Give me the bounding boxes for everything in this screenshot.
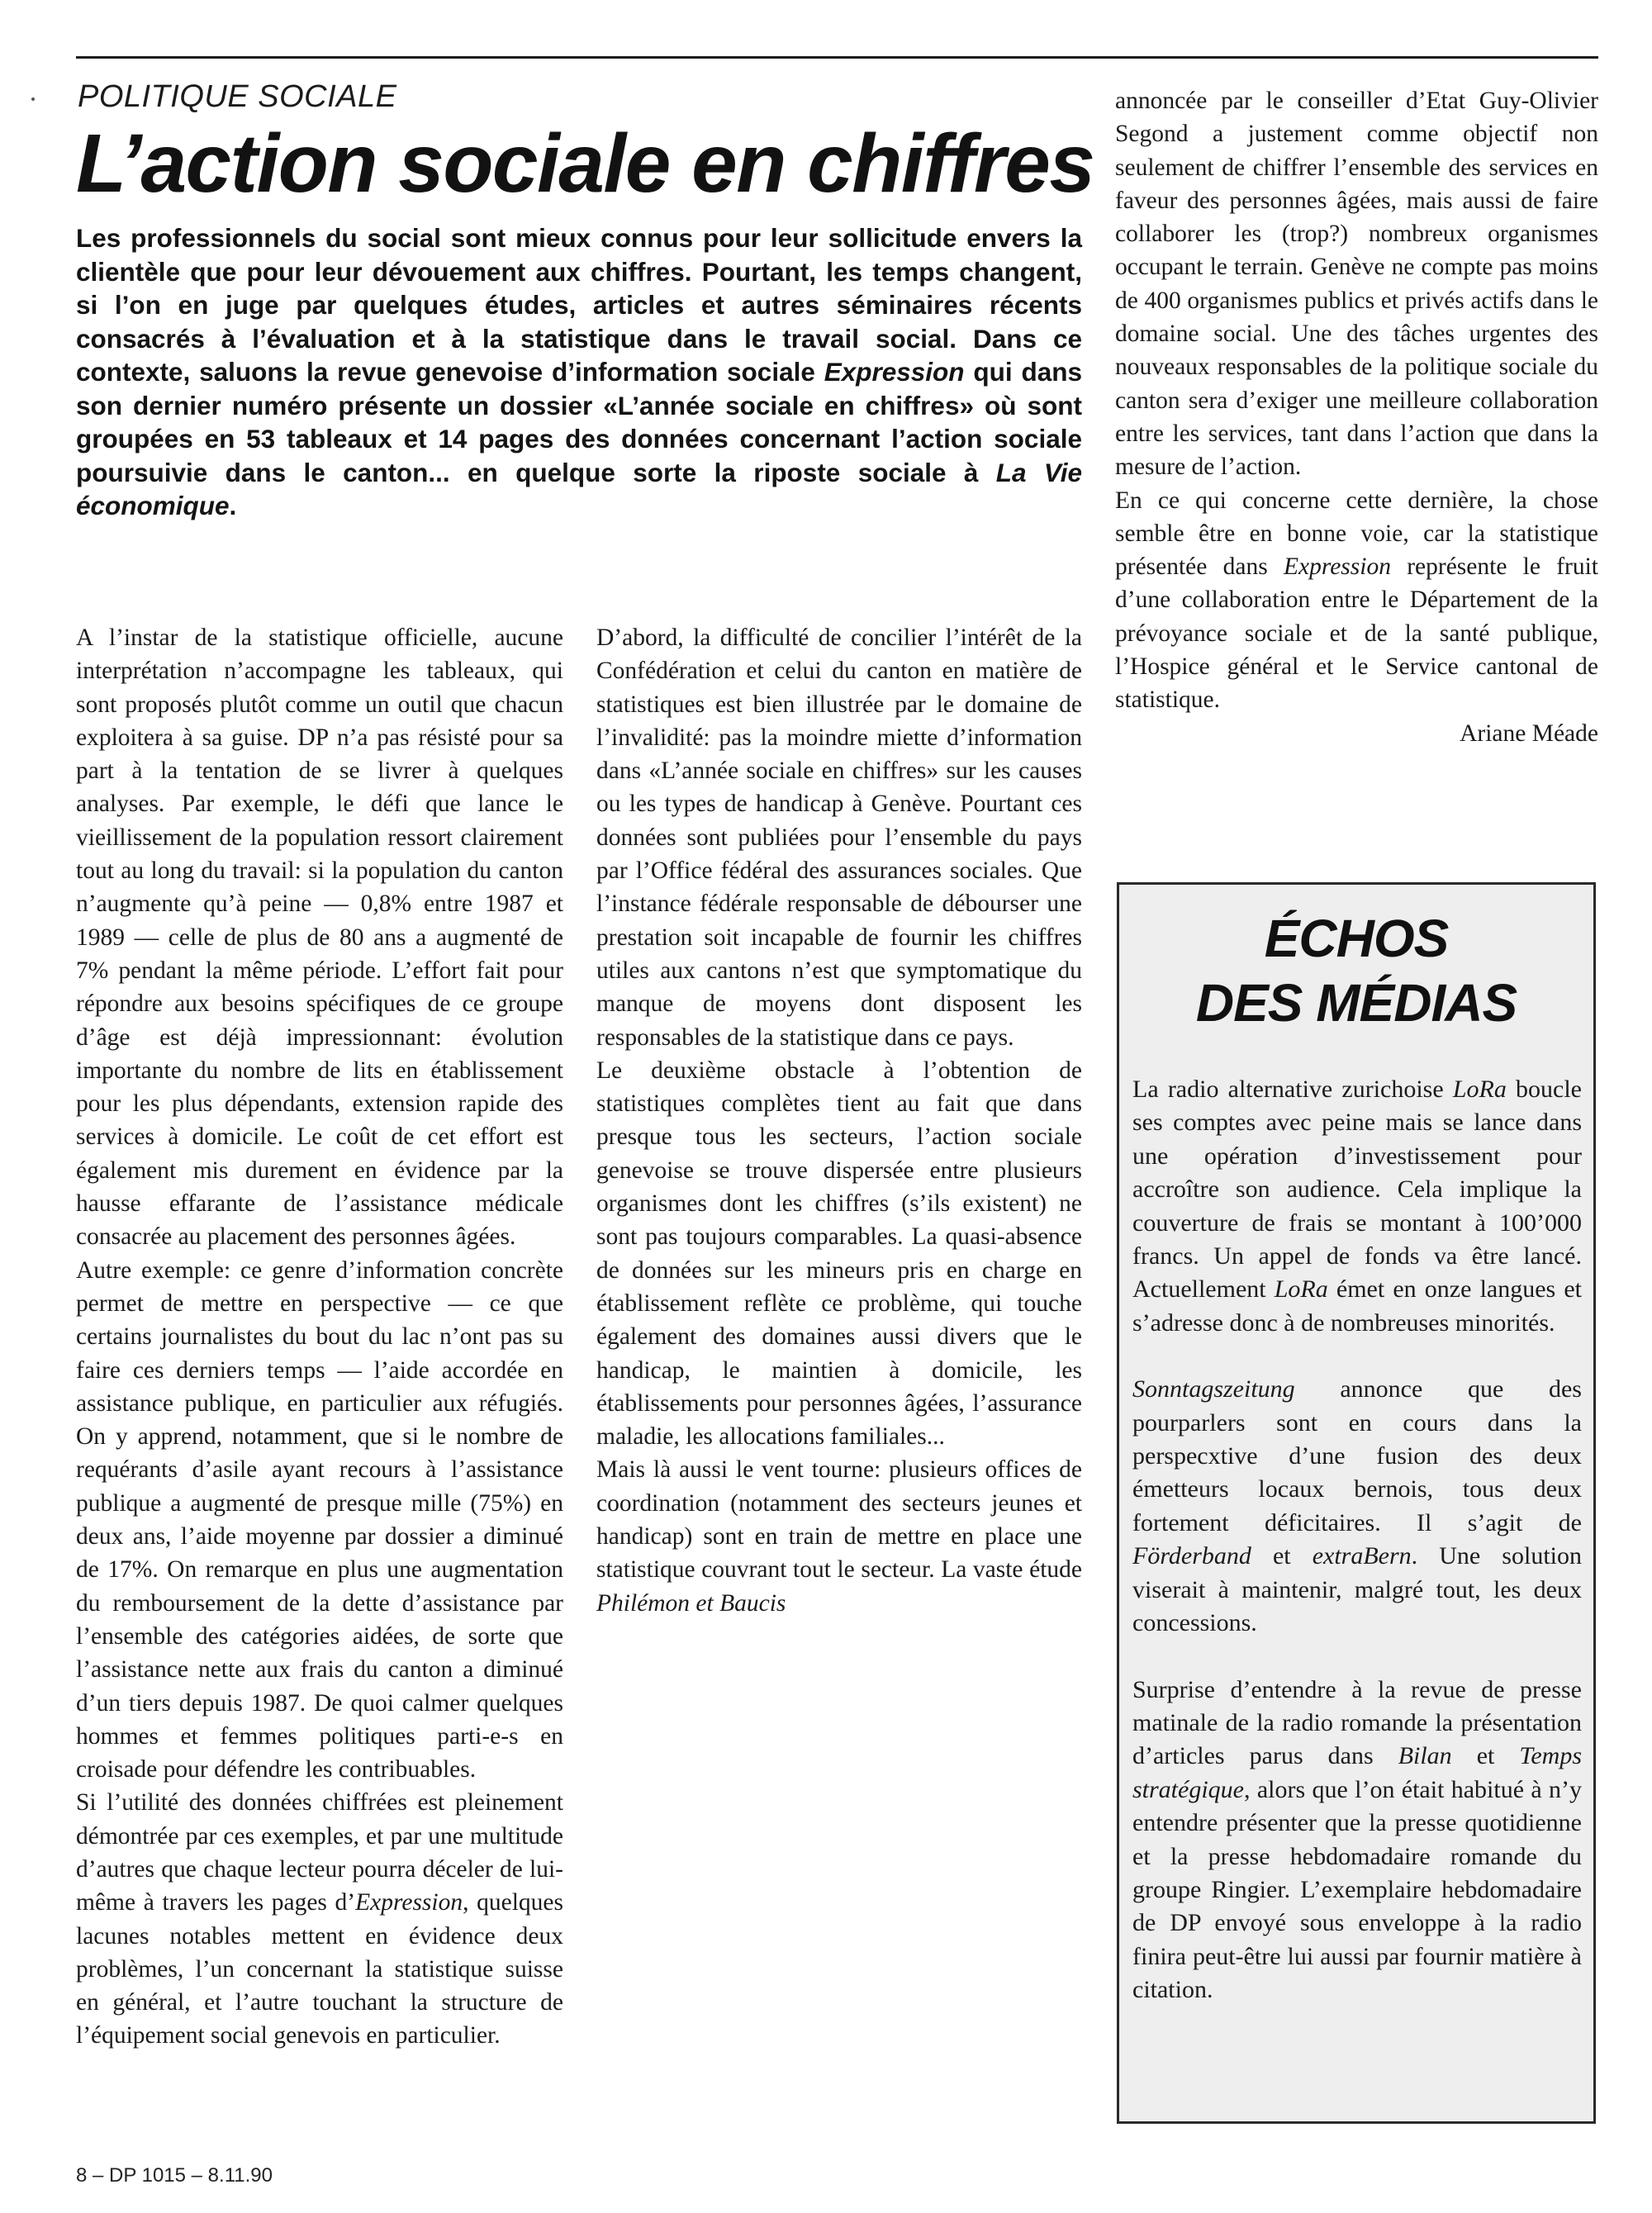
body-paragraph-6-end: annoncée par le conseiller d’Etat Guy-Olivier Segond a justement comme objectif non seulement de chiffrer l’ensemble des services en faveur des personnes âgées, mais aussi de faire collaborer les (trop?) nombreux organismes occupant le terrain. Genève ne compte pas moins de 400 organismes publics et privés actifs dans le domaine social. Une des tâches urgentes des nouveaux responsables de la politique sociale du canton sera d’exiger une meilleure collaboration entre les services, tant dans l’action que dans la mesure de l’action. <box>1115 88 1598 481</box>
media-item-2-extrabern: extraBern <box>1312 1542 1412 1570</box>
box-title-line-1: ÉCHOS <box>1264 909 1449 968</box>
media-item-1 <box>1132 1073 1582 1340</box>
body-paragraph-1: A l’instar de la statistique officielle, aucune interprétation n’accompagne les tableaux, qui sont proposés plutôt comme un outil que chacun exploitera à sa guise. DP n’a pas résisté pour sa part à la tentation de se livrer à quelques analyses. Par exemple, le défi que lance le vieillissement de la population ressort clairement tout au long du travail: si la population du canton n’augmente qu’à peine — 0,8% entre 1987 et 1989 — celle de plus de 80 ans a augmenté de 7% pendant la même période. L’effort fait pour répondre aux besoins spécifiques de ce groupe d’âge est déjà impressionnant: évolution importante du nombre de lits en établissement pour les plus dépendants, extension rapide des services à domicile. Le coût de cet effort est également mis durement en évidence par la hausse effarante de l’assistance médicale consacrée au placement des personnes âgées. <box>76 624 563 1251</box>
body-p3-text-b: , quelques lacunes notables mettent en évidence deux problèmes, l’un concernant la statistique suisse en général, et l’autre touchant la structure de l’équipement social genevois en particulier. <box>76 1889 563 2049</box>
lead-text-2: qui dans son dernier numéro présente un dossier «L’année sociale en chiffres» où sont groupées en 53 tableaux et 14 pages des données concernant l’action sociale poursuivie dans le canton... en quelque sorte la riposte sociale à <box>76 357 1082 487</box>
body-p7-text-a: En ce qui concerne cette dernière, la chose semble être en bonne voie, car la statistique présentée dans <box>1115 487 1598 581</box>
media-item-2 <box>1132 1373 1582 1640</box>
body-p7-expression: Expression <box>1283 553 1391 581</box>
media-item-3 <box>1132 1674 1582 2007</box>
media-item-1-text-c: émet en onze langues et s’adresse donc à de nombreuses minorités. <box>1132 1275 1582 1337</box>
body-p7-text-b: représente le fruit d’une collaboration entre le Département de la prévoyance sociale et de la santé publique, l’Hospice général et le Service cantonal de statistique. <box>1115 553 1599 714</box>
body-paragraph-5: Le deuxième obstacle à l’obtention de statistiques complètes tient au fait que dans presque tous les secteurs, l’action sociale genevoise se trouve dispersée entre plusieurs organismes dont les chiffres (s’ils existent) ne sont pas toujours comparables. La quasi-absence de données sur les mineurs pris en charge en établissement reflète ce problème, qui touche également des domaines aussi divers que le handicap, le maintien à domicile, les établissements pour personnes âgées, l’assurance maladie, les allocations familiales... <box>596 1057 1082 1451</box>
lead-text-1: Les professionnels du social sont mieux connus pour leur sollicitude envers la clientèle que pour leur dévouement aux chiffres. Pourtant, les temps changent, si l’on en juge par quelques études, articles et autres séminaires récents consacrés à l’évaluation et à la statistique dans le travail social. Dans ce contexte, saluons la revue genevoise d’information sociale <box>76 223 1082 387</box>
media-item-2-foerderband: Förderband <box>1132 1542 1251 1570</box>
lead-vie-economique: La Vie économique <box>76 457 1083 520</box>
section-rubric: POLITIQUE SOCIALE <box>78 79 397 114</box>
column-1 <box>76 621 563 2053</box>
media-item-3-text-c: , alors que l’on était habitué à n’y entendre présenter que la presse quotidienne et la presse hebdomadaire romande du groupe Ringier. L’exemplaire hebdomadaire de DP envoyé sous enveloppe à la radio finira peut-être lui aussi par fournir matière à citation. <box>1132 1775 1582 2004</box>
body-p3-expression: Expression <box>355 1889 463 1916</box>
article-lead <box>76 221 1082 523</box>
echos-des-medias-box <box>1117 882 1596 2124</box>
body-paragraph-4: D’abord, la difficulté de concilier l’intérêt de la Confédération et celui du canton en matière de statistiques est bien illustrée par le domaine de l’invalidité: pas la moindre miette d’information dans «L’année sociale en chiffres» sur les causes ou les types de handicap à Genève. Pourtant ces données sont publiées pour l’ensemble du pays par l’Office fédéral des assurances sociales. Que l’instance fédérale responsable de débourser une prestation soit incapable de fournir les chiffres utiles aux cantons n’est que symptomatique du manque de moyens dont disposent les responsables de la statistique dans ce pays. <box>596 624 1082 1051</box>
media-item-3-text-a: Surprise d’entendre à la revue de presse matinale de la radio romande la présentation d’articles parus dans <box>1132 1675 1582 1770</box>
body-paragraph-2: Autre exemple: ce genre d’information concrète permet de mettre en perspective — ce que certains journalistes du bout du lac n’ont pas su faire ces derniers temps — l’aide accordée en assistance publique, en particulier aux réfugiés. On y apprend, notamment, que si le nombre de requérants d’asile ayant recours à l’assistance publique a augmenté de presque mille (75%) en deux ans, l’aide moyenne par dossier a diminué de 17%. On remarque en plus une augmentation du remboursement de la dette d’assistance par l’ensemble des catégories aidées, de sorte que l’assistance nette aux frais du canton a diminué d’un tiers depuis 1987. De quoi calmer quelques hommes et femmes politiques parti-e-s en croisade pour défendre les contribuables. <box>76 1256 563 1783</box>
lead-text-3: . <box>229 491 237 520</box>
media-item-2-sonntagszeitung: Sonntagszeitung <box>1132 1375 1295 1403</box>
top-rule <box>76 56 1598 59</box>
column-2 <box>596 621 1082 1620</box>
body-paragraph-7 <box>1115 484 1598 717</box>
media-item-1-text-a: La radio alternative zurichoise <box>1132 1076 1453 1103</box>
article-title: L’action sociale en chiffres <box>76 117 1094 210</box>
box-title-line-2: DES MÉDIAS <box>1195 973 1517 1033</box>
media-item-1-text-b: boucle ses comptes avec peine mais se lance dans une opération d’investissement pour accroître son audience. Cela implique la couverture de frais se montant à 100’000 francs. Un appel de fonds va être lancé. Actuellement <box>1132 1076 1582 1304</box>
page-folio: 8 – DP 1015 – 8.11.90 <box>76 2164 273 2187</box>
media-item-3-temps-strategique: Temps stratégique <box>1132 1742 1583 1803</box>
media-item-3-text-b: et <box>1451 1742 1520 1770</box>
column-3 <box>1115 84 1598 750</box>
media-item-2-text-a: annonce que des pourparlers sont en cours dans la perspecxtive d’une fusion des deux émetteurs locaux bernois, tous deux fortement déficitaires. Il s’agit de <box>1132 1375 1582 1536</box>
media-item-1-lora-2: LoRa <box>1274 1275 1328 1304</box>
margin-dot <box>31 97 35 101</box>
body-p3-text-a: Si l’utilité des données chiffrées est pleinement démontrée par ces exemples, et par une multitude d’autres que chaque lecteur pourra déceler de lui-même à travers les pages d’ <box>76 1789 563 1916</box>
media-item-3-bilan: Bilan <box>1398 1742 1452 1770</box>
body-p6-philemon: Philémon et Baucis <box>596 1589 786 1617</box>
author-signature: Ariane Méade <box>1460 719 1598 747</box>
box-title <box>1119 906 1593 1035</box>
body-p6-text-a: Mais là aussi le vent tourne: plusieurs offices de coordination (notamment des secteurs jeunes et handicap) sont en train de mettre en place une statistique couvrant tout le secteur. La vaste étude <box>596 1456 1082 1584</box>
body-paragraph-6-start <box>596 1453 1082 1619</box>
media-item-2-text-b: et <box>1251 1542 1313 1570</box>
media-item-1-lora: LoRa <box>1452 1076 1507 1103</box>
body-paragraph-3-start <box>76 1786 563 2052</box>
lead-expression: Expression <box>824 357 965 387</box>
box-body <box>1132 1073 1582 2040</box>
media-item-2-text-c: . Une solution viserait à maintenir, malgré tout, les deux concessions. <box>1132 1542 1582 1637</box>
